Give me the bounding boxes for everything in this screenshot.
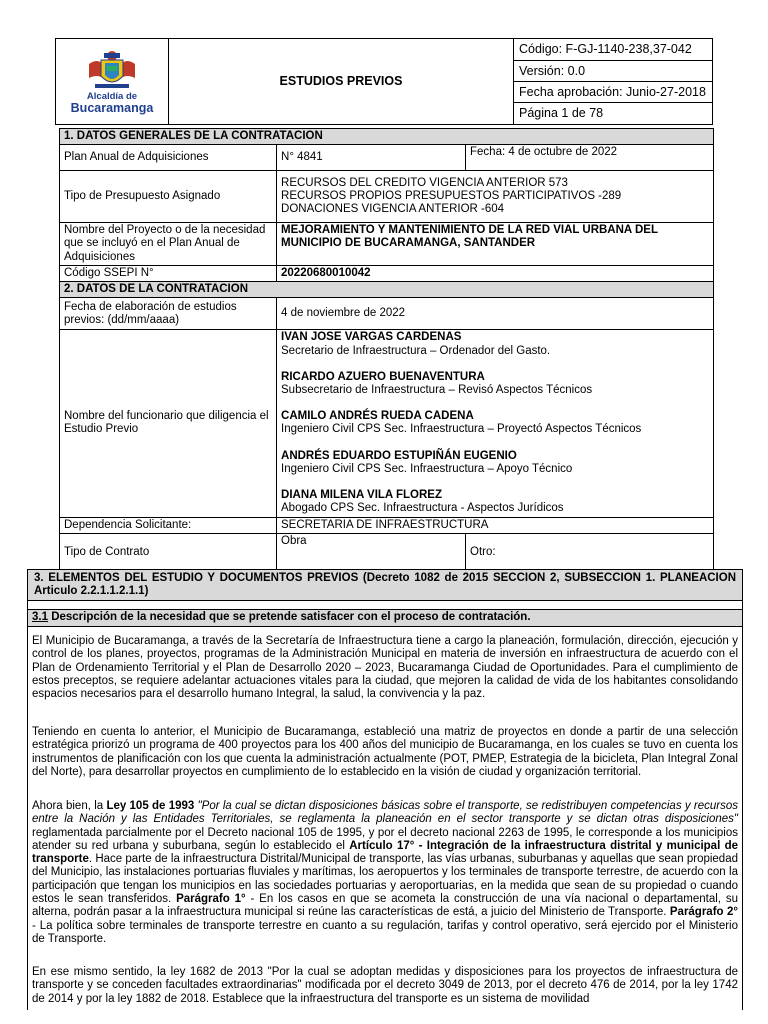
p3-text: - La política sobre terminales de transporte terrestre en cuanto a su regulación, tarifas y control operativo, será ejercido por el Ministerio de Transporte. <box>32 919 738 945</box>
officials-list <box>277 330 714 517</box>
official-name: ANDRÉS EDUARDO ESTUPIÑÁN EUGENIO <box>281 449 517 462</box>
official-role: Secretario de Infraestructura – Ordenador del Gasto. <box>281 344 551 357</box>
official-name: DIANA MILENA VILA FLOREZ <box>281 489 443 502</box>
approval-date: Fecha aprobación: Junio-27-2018 <box>514 82 713 103</box>
elaboration-date-label: Fecha de elaboración de estudios previos: (dd/mm/aaaa) <box>60 298 277 330</box>
official-role: Ingeniero Civil CPS Sec. Infraestructura – Proyectó Aspectos Técnicos <box>281 423 642 436</box>
subsection-title: Descripción de la necesidad que se pretende satisfacer con el proceso de contratación. <box>48 611 531 624</box>
document-header <box>55 38 713 125</box>
plan-label: Plan Anual de Adquisiciones <box>60 145 277 171</box>
official-name: CAMILO ANDRÉS RUEDA CADENA <box>281 410 474 423</box>
elaboration-date-value: 4 de noviembre de 2022 <box>277 298 714 330</box>
document-code: Código: F-GJ-1140-238,37-042 <box>514 39 713 61</box>
budget-type-label: Tipo de Presupuesto Asignado <box>60 171 277 223</box>
budget-line: RECURSOS PROPIOS PRESUPUESTOS PARTICIPATIVOS -289 <box>281 190 622 203</box>
paragraph-1: El Municipio de Bucaramanga, a través de la Secretaría de Infraestructura tiene a cargo la planeación, formulación, dirección, ejecución y control de los planes, proyectos, programas de la Administración Municipal en materia de inversión en infraestructura de acuerdo con el Plan de Ordenamiento Territorial y el Plan de Desarrollo 2020 – 2023, Bucaramanga Ciudad de Oportunidades. Para el cumplimiento de estos preceptos, se requiere adelantar actuaciones vitales para la ciudad, que mejoren la calidad de vida de los habitantes consolidando espacios necesarios para el desarrollo humano Integral, la salud, la convivencia y la paz. <box>32 635 738 701</box>
p3-text: reglamentada parcialmente por el Decreto nacional 105 de 1995, y por el decreto nacional 2263 de 1995, le corresponde a los municipios atender su red urbana y suburbana, según lo establecido el <box>32 826 738 852</box>
official-role: Abogado CPS Sec. Infraestructura - Aspectos Jurídicos <box>281 502 564 515</box>
official-label: Nombre del funcionario que diligencia el Estudio Previo <box>60 330 277 517</box>
ssepi-value: 20220680010042 <box>277 265 714 281</box>
law-105-reference: Ley 105 de 1993 <box>106 800 195 812</box>
article-17-reference: Artículo 17° - Integración de la infraestructura distrital y municipal de transporte <box>32 839 738 866</box>
section-3-heading: 3. ELEMENTOS DEL ESTUDIO Y DOCUMENTOS PREVIOS (Decreto 1082 de 2015 SECCION 2, SUBSECCION 1. PLANEACION Articulo 2.2.1.1.2.1.1) <box>28 570 743 601</box>
budget-line: DONACIONES VIGENCIA ANTERIOR -604 <box>281 203 505 216</box>
project-name-value: MEJORAMIENTO Y MANTENIMIENTO DE LA RED VIAL URBANA DEL MUNICIPIO DE BUCARAMANGA, SANTANDER <box>277 223 714 266</box>
paragraph-4: En ese mismo sentido, la ley 1682 de 2013 "Por la cual se adoptan medidas y disposiciones para los proyectos de infraestructura de transporte y se conceden facultades extraordinarias" modificada por el decreto 3049 de 2013, por el decreto 476 de 2014, por la ley 1742 de 2014 y por la ley 1882 de 2018. Establece que la infraestructura del transporte es un sistema de movilidad <box>32 966 738 1005</box>
paragraph-1-label: Parágrafo 1° <box>176 893 246 906</box>
p3-text: . Hace parte de la infraestructura Distrital/Municipal de transporte, las vías urbanas, suburbanas y aquellas que sean propiedad del Municipio, las instalaciones portuarias fluviales y marítimas, los aeropuertos y los terminales de transporte terrestre, de acuerdo con la participación que tengan los municipios en las sociedades portuarias y aeroportuarias, en la medida que sean de su propiedad o cuando estos le sean transferidos. <box>32 853 738 906</box>
paragraph-2-label: Parágrafo 2° <box>669 906 738 919</box>
plan-date: Fecha: 4 de octubre de 2022 <box>466 145 714 171</box>
ssepi-label: Código SSEPI N° <box>60 265 277 281</box>
official-role: Ingeniero Civil CPS Sec. Infraestructura – Apoyo Técnico <box>281 462 573 475</box>
other-label: Otro: <box>466 533 714 571</box>
official-name: RICARDO AZUERO BUENAVENTURA <box>281 370 485 383</box>
document-version: Versión: 0.0 <box>514 61 713 82</box>
page-number: Página 1 de 78 <box>514 103 713 125</box>
budget-type-value <box>277 171 714 223</box>
contract-type-label: Tipo de Contrato <box>60 533 277 571</box>
document-title: ESTUDIOS PREVIOS <box>169 39 514 125</box>
contract-type-value: Obra <box>277 533 466 571</box>
budget-line: RECURSOS DEL CREDITO VIGENCIA ANTERIOR 573 <box>281 176 568 189</box>
subsection-number: 3.1 <box>32 611 48 624</box>
coat-of-arms-icon <box>81 48 143 92</box>
paragraph-3 <box>32 800 738 946</box>
spacer-row <box>28 601 743 610</box>
official-role: Subsecretario de Infraestructura – Revisó Aspectos Técnicos <box>281 383 593 396</box>
logo-cell <box>56 39 169 125</box>
paragraph-2: Teniendo en cuenta lo anterior, el Municipio de Bucaramanga, estableció una matriz de proyectos en donde a partir de una selección estratégica priorizó un programa de 400 proyectos para los 400 años del municipio de Bucaramanga, en los cuales se tuvo en cuenta los instrumentos de planificación con los que cuenta la administración actualmente (POT, PMEP, Estrategia de la bicicleta, Plan Integral Zonal del Norte), para desarrollar proyectos en cumplimiento de lo establecido en la visión de ciudad y organización territorial. <box>32 726 738 778</box>
section-1-heading: 1. DATOS GENERALES DE LA CONTRATACION <box>60 129 714 145</box>
official-name: IVAN JOSE VARGAS CARDENAS <box>281 331 462 344</box>
logo-line-2: Bucaramanga <box>70 100 154 115</box>
law-105-title: "Por la cual se dictan disposiciones básicas sobre el transporte, se redistribuyen competencias y recursos entre la Nación y las Entidades Territoriales, se reglamenta la planeación en el sector transporte y se dictan otras disposiciones" <box>32 800 738 826</box>
dependency-label: Dependencia Solicitante: <box>60 517 277 533</box>
p3-text: - En los casos en que se acometa la construcción de una vía nacional o departamental, su alterna, podrán pasar a la infraestructura municipal si reúne las características de está, a juicio del Ministerio de Transporte. <box>32 893 738 919</box>
dependency-value: SECRETARIA DE INFRAESTRUCTURA <box>277 517 714 533</box>
municipality-logo <box>58 48 166 115</box>
logo-line-1: Alcaldía de <box>86 90 138 102</box>
project-name-label: Nombre del Proyecto o de la necesidad que se incluyó en el Plan Anual de Adquisiciones <box>60 223 277 266</box>
plan-value: N° 4841 <box>277 145 466 171</box>
subsection-3-1-heading <box>28 610 743 626</box>
section-2-heading: 2. DATOS DE LA CONTRATACION <box>60 282 714 298</box>
general-data-table <box>59 128 714 572</box>
p3-text: Ahora bien, la <box>32 800 107 812</box>
